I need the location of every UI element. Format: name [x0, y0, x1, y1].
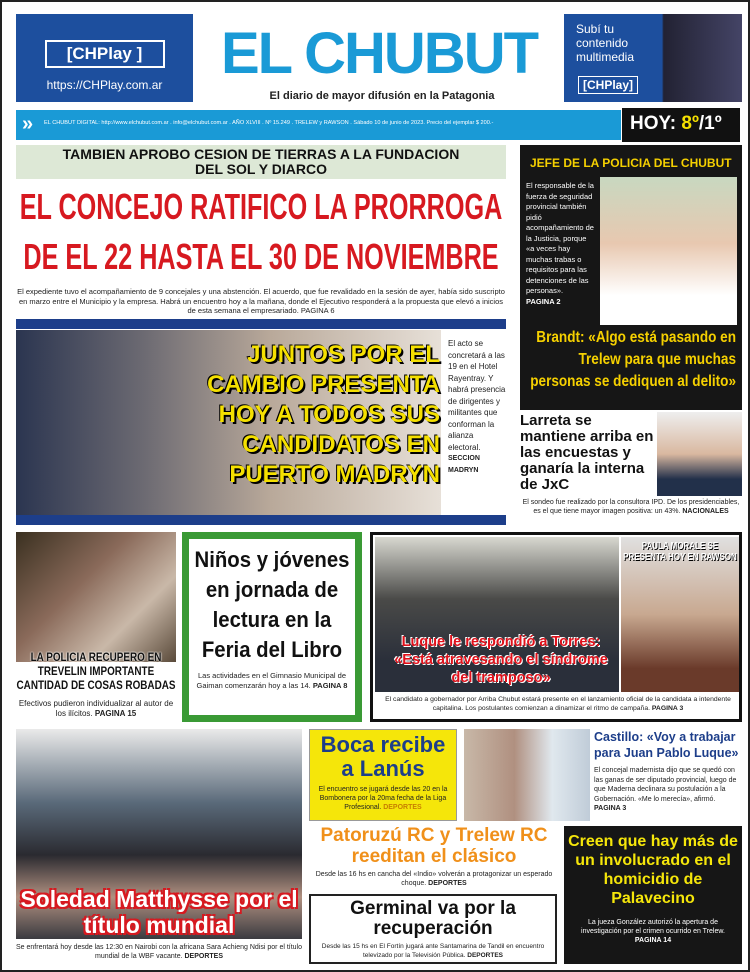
- jxc-side-text: El acto se concretará a las 19 en el Hotel Rayentray. Y habrá presencia de dirigentes y militantes que conforman la alianza electoral.: [448, 339, 506, 452]
- trevelin-text-body: Efectivos pudieron individualizar al autor de los ilícitos.: [18, 699, 174, 718]
- luque-box: [370, 532, 742, 722]
- matthysse-headline: Soledad Matthysse por el título mundial: [20, 886, 298, 938]
- trevelin-headline: LA POLICIA RECUPERO EN TREVELIN IMPORTANTE CANTIDAD DE COSAS ROBADAS: [16, 650, 176, 692]
- promo-button[interactable]: [CHPlay]: [578, 76, 638, 94]
- rugby-text: [309, 870, 559, 888]
- police-headline: Brandt: «Algo está pasando en Trelew para que muchas personas se dediquen al delito»: [530, 329, 736, 390]
- logo: EL CHUBUT: [220, 21, 538, 86]
- luque-text-body: El candidato a gobernador por Arriba Chubut estará presente en el lanzamiento oficial de la candidata a intendente capitalina. Los postulantes comienzan a dinamizar el ritmo de campaña.: [385, 696, 731, 712]
- chevron-right-icon: »: [22, 113, 34, 135]
- rugby-headline: Patoruzú RC y Trelew RC reeditan el clásico: [320, 825, 548, 867]
- palavecino-headline: Creen que hay más de un involucrado en el homicidio de Palavecino: [568, 833, 738, 907]
- palavecino-box: [564, 826, 742, 964]
- slogan: El diario de mayor difusión en la Patagonia: [269, 90, 495, 102]
- germinal-section[interactable]: DEPORTES: [467, 951, 504, 959]
- police-photo: [600, 177, 737, 325]
- feria-text-body: Las actividades en el Gimnasio Municipal de Gaiman comenzarán hoy a las 14.: [196, 671, 346, 690]
- temp-max: 8º: [681, 113, 699, 134]
- jxc-section[interactable]: SECCION MADRYN: [448, 455, 480, 474]
- trevelin-photo: [16, 532, 176, 662]
- castillo-page[interactable]: PAGINA 3: [594, 805, 627, 812]
- weather-label: HOY:: [630, 113, 677, 134]
- germinal-text-body: Desde las 15 hs en El Fortín jugará ante Santamarina de Tandil en encuentro televizado por la Televisión Pública.: [321, 943, 545, 959]
- jxc-headline: JUNTOS POR EL CAMBIO PRESENTA HOY A TODOS SUS CANDIDATOS EN PUERTO MADRYN: [207, 341, 440, 488]
- boca-text: [313, 785, 453, 812]
- castillo-photo: [464, 729, 590, 821]
- feria-text: [193, 671, 351, 691]
- feria-headline: Niños y jóvenes en jornada de lectura en la Feria del Libro: [194, 547, 350, 662]
- info-text: EL CHUBUT DIGITAL: http://www.elchubut.com.ar . info@elchubut.com.ar . AÑO XLVIII . Nº 15.249 . TRELEW y RAWSON . Sábado 10 de junio de 2023. Precio del ejemplar $ 200.-: [44, 120, 494, 126]
- promo-ad[interactable]: [564, 14, 742, 102]
- germinal-text: [313, 943, 553, 960]
- germinal-headline: Germinal va por la recuperación: [350, 898, 516, 939]
- divider: [16, 319, 506, 329]
- info-bar: [16, 110, 621, 140]
- boca-headline: Boca recibe a Lanús: [320, 732, 446, 781]
- castillo-text: [594, 766, 742, 814]
- divider: [16, 515, 506, 525]
- weather-box: HOY: 8º/1º: [622, 108, 740, 142]
- castillo-text-body: El concejal madernista dijo que se quedó con las ganas de ser diputado provincial, luego de que Maderna declinara su postulación a la Gobernación. «Me lo merecía», afirmó.: [594, 767, 737, 803]
- boca-section[interactable]: DEPORTES: [383, 804, 422, 811]
- morale-badge: PAULA MORALE SE PRESENTA HOY EN RAWSON: [623, 541, 737, 563]
- luque-headline: Luque le respondió a Torres: «Está atravesando el síndrome del tramposo»: [394, 634, 608, 686]
- palavecino-page[interactable]: PAGINA 14: [634, 937, 672, 944]
- germinal-box: [309, 894, 557, 964]
- police-page[interactable]: PAGINA 2: [526, 296, 561, 306]
- trevelin-page[interactable]: PAGINA 15: [94, 709, 137, 718]
- chplay-label: [CHPlay ]: [45, 40, 165, 68]
- main-deck: El expediente tuvo el acompañamiento de 9 concejales y una abstención. El acuerdo, que fue revalidado en la sesión de ayer, había sido suscripto en marzo entre el Municipio y la empresa. Habrá un encuentro hoy a la mañana, donde el Ejecutivo responderá a la propuesta que elevó a inicios de esta semana el empresariado. PAGINA 6: [17, 287, 505, 315]
- larreta-text: [520, 498, 742, 516]
- police-box: [520, 145, 742, 410]
- chplay-url[interactable]: https://CHPlay.com.ar: [46, 78, 163, 92]
- matthysse-text-body: Se enfrentará hoy desde las 12:30 en Nairobi con la africana Sara Achieng Ndisi por el título mundial de la WBF vacante.: [16, 944, 303, 960]
- promo-text: Subí tu contenido multimedia: [576, 22, 635, 64]
- luque-text: [377, 695, 739, 713]
- jxc-side: [448, 338, 506, 476]
- trevelin-text: [16, 699, 176, 719]
- boca-box: [309, 729, 457, 821]
- rugby-text-body: Desde las 16 hs en cancha del «Indio» volverán a protagonizar un esperado choque.: [315, 871, 553, 887]
- palavecino-text: [568, 918, 738, 945]
- temp-min: 1º: [704, 113, 722, 134]
- palavecino-text-body: La jueza González autorizó la apertura de investigación por el crimen ocurrido en Trelew.: [581, 919, 725, 935]
- police-kicker: JEFE DE LA POLICIA DEL CHUBUT: [530, 156, 732, 170]
- feria-page[interactable]: PAGINA 8: [312, 681, 348, 690]
- matthysse-section[interactable]: DEPORTES: [184, 953, 223, 960]
- matthysse-text: [16, 943, 302, 961]
- boca-text-body: El encuentro se jugará desde las 20 en la Bombonera por la 20ma fecha de la Liga Profesional.: [318, 786, 448, 811]
- police-text-body: El responsable de la fuerza de seguridad provincial también pidió acompañamiento de la Justicia, porque «a veces hay muchas trabas o requisitos para las detenciones de las personas».: [526, 181, 594, 295]
- main-headline: EL CONCEJO RATIFICO LA PRORROGA DE EL 22 HASTA EL 30 DE NOVIEMBRE: [19, 186, 503, 277]
- larreta-text-body: El sondeo fue realizado por la consultora IPD. De los presidenciables, es el que tiene mayor imagen positiva: un 43%.: [522, 499, 740, 515]
- rugby-section[interactable]: DEPORTES: [428, 880, 467, 887]
- castillo-headline: Castillo: «Voy a trabajar para Juan Pablo Luque»: [594, 730, 739, 760]
- police-text: [526, 181, 596, 307]
- chplay-ad[interactable]: [16, 14, 193, 102]
- larreta-headline: Larreta se mantiene arriba en las encuestas y ganaría la interna de JxC: [520, 412, 654, 493]
- main-kicker: TAMBIEN APROBO CESION DE TIERRAS A LA FUNDACION DEL SOL Y DIARCO: [62, 146, 460, 177]
- luque-page[interactable]: PAGINA 3: [651, 705, 684, 712]
- larreta-section[interactable]: NACIONALES: [682, 508, 729, 515]
- feria-box: [182, 532, 362, 722]
- larreta-photo: [657, 412, 742, 496]
